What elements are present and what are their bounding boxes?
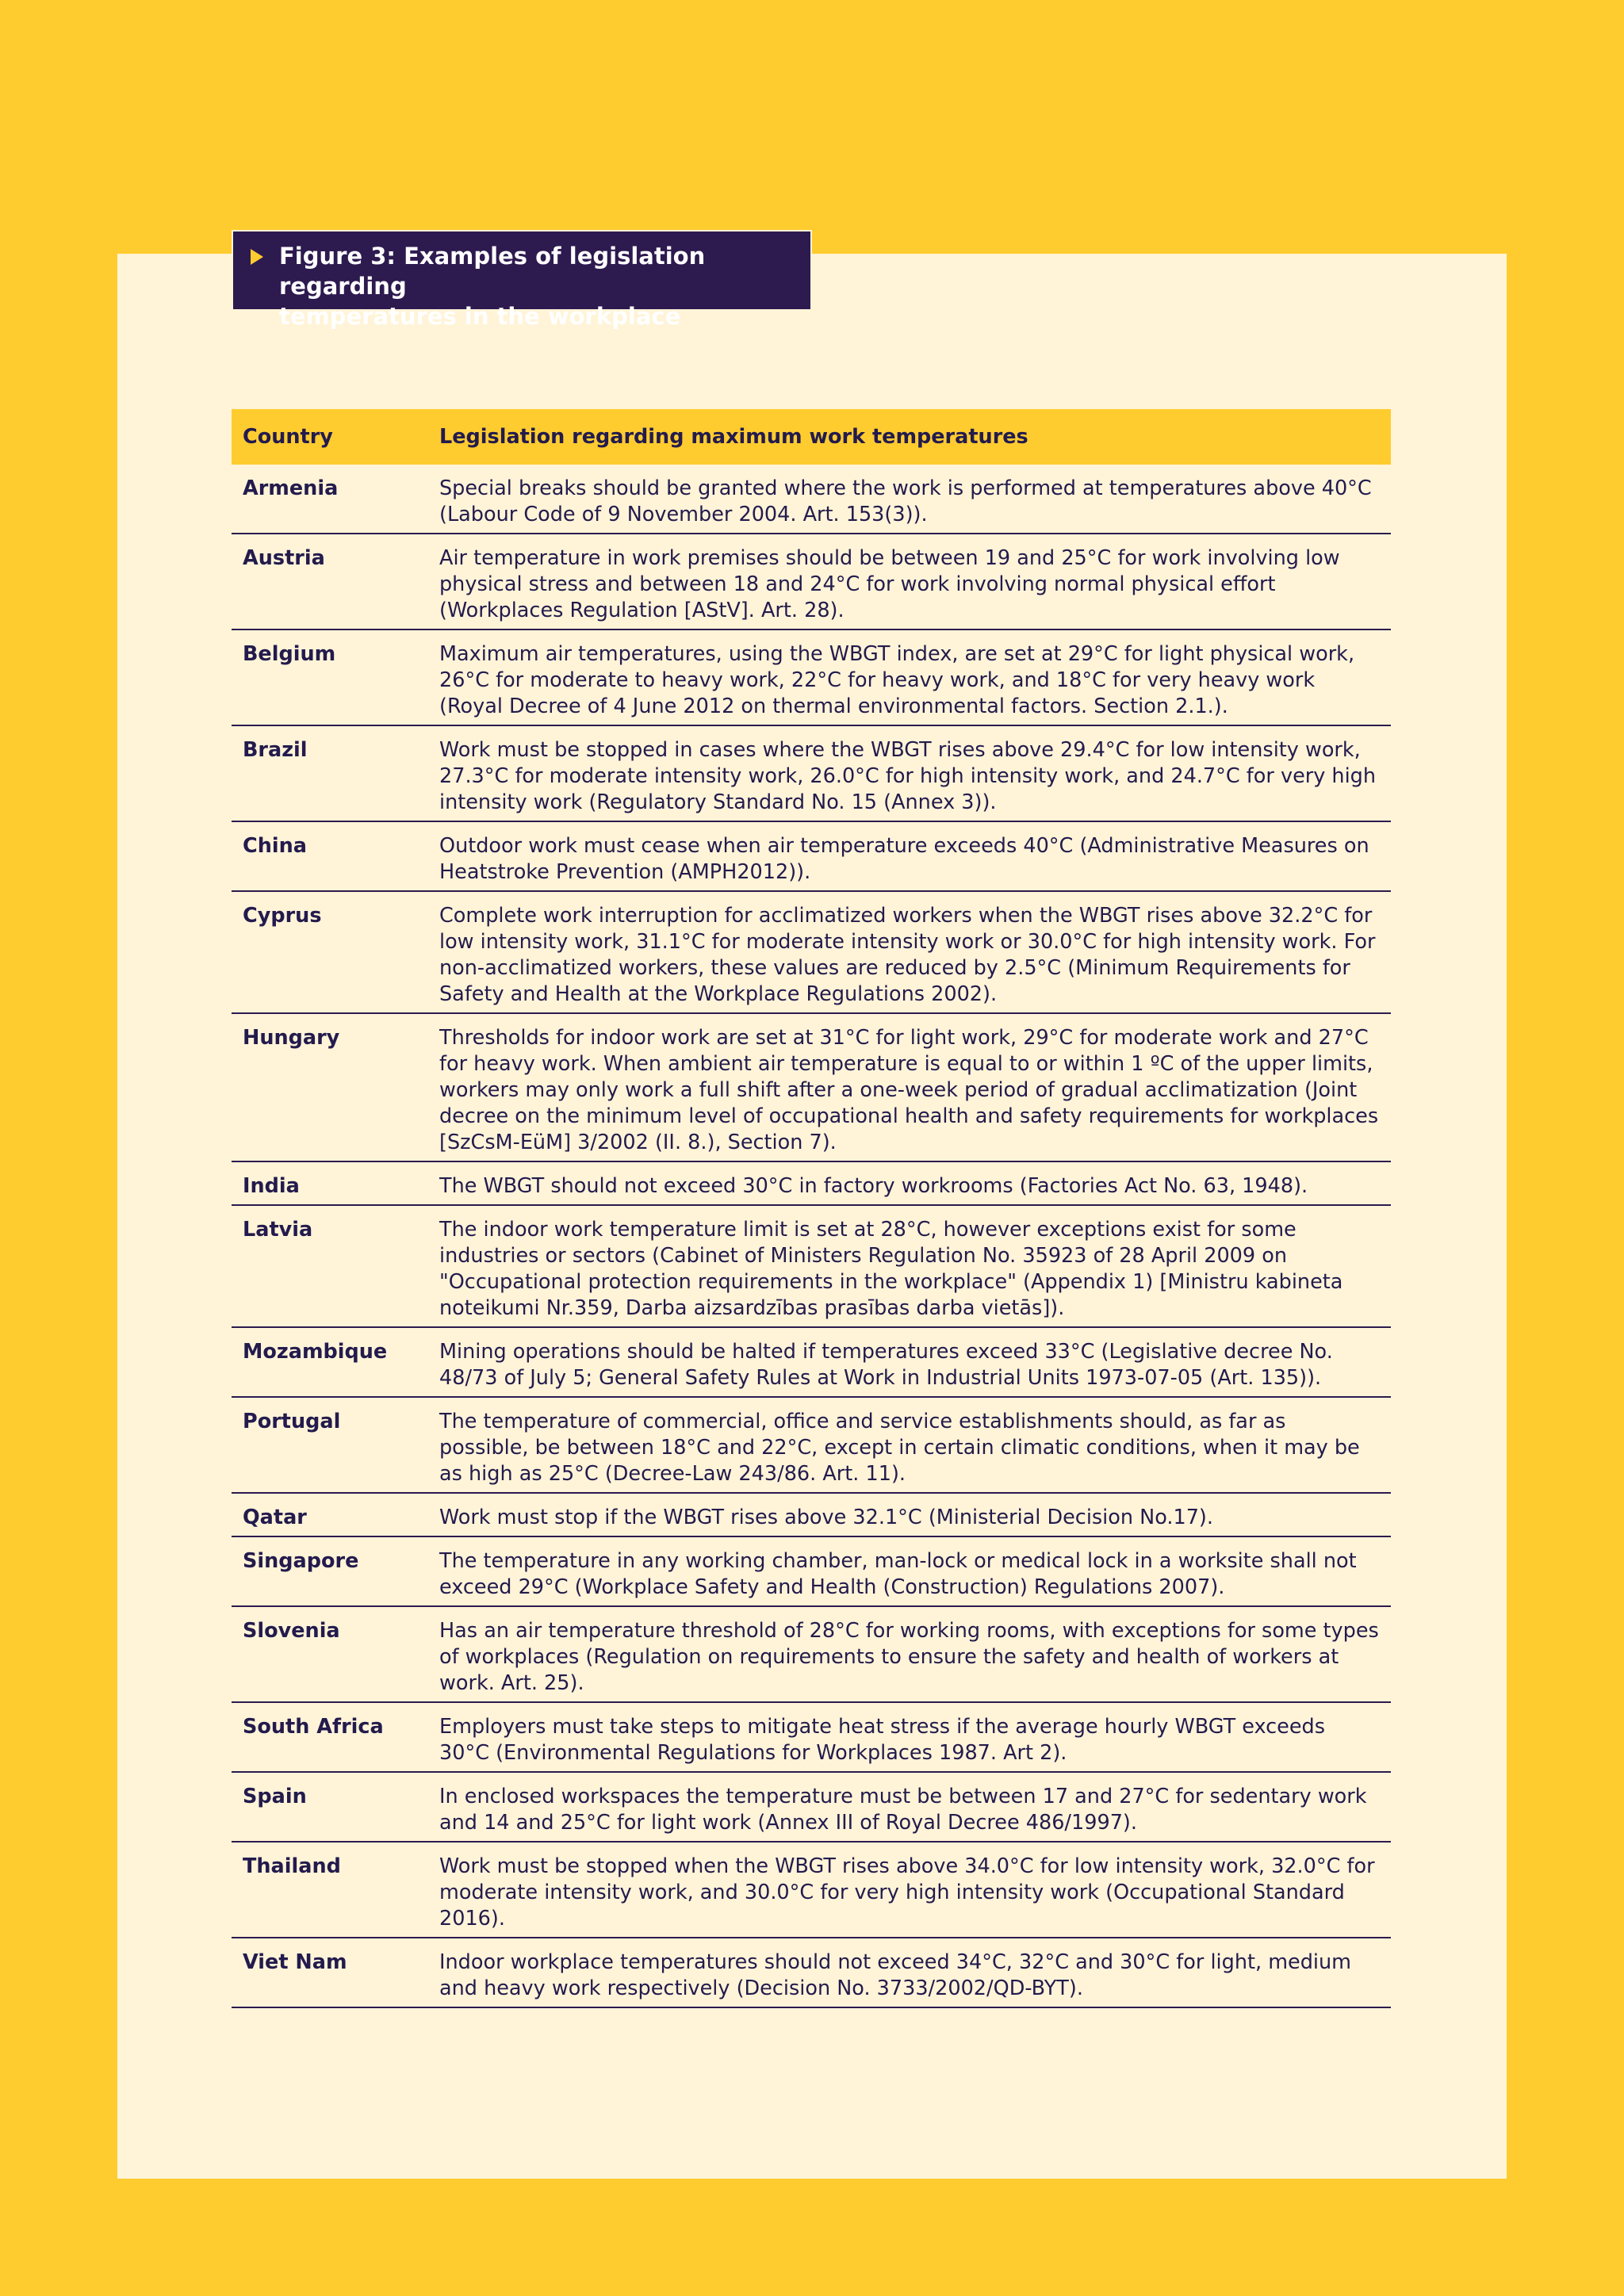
table-row bbox=[232, 465, 1391, 534]
header-country: Country bbox=[232, 409, 428, 465]
country-cell: Brazil bbox=[232, 725, 428, 821]
table-row bbox=[232, 629, 1391, 725]
header-row bbox=[232, 409, 1391, 465]
country-cell: Portugal bbox=[232, 1397, 428, 1493]
table-row bbox=[232, 1205, 1391, 1327]
table-row bbox=[232, 534, 1391, 629]
figure-title-line-2: temperatures in the workplace bbox=[279, 303, 681, 330]
legislation-cell: Employers must take steps to mitigate heat stress if the average hourly WBGT exceeds 30°C (Environmental Regulations for Workplaces 1987. Art 2). bbox=[428, 1702, 1391, 1772]
table-row bbox=[232, 891, 1391, 1013]
country-cell: Slovenia bbox=[232, 1606, 428, 1702]
country-cell: Spain bbox=[232, 1772, 428, 1842]
table-row bbox=[232, 1327, 1391, 1397]
legislation-cell: In enclosed workspaces the temperature must be between 17 and 27°C for sedentary work and 14 and 25°C for light work (Annex III of Royal Decree 486/1997). bbox=[428, 1772, 1391, 1842]
legislation-cell: Has an air temperature threshold of 28°C for working rooms, with exceptions for some types of workplaces (Regulation on requirements to ensure the safety and health of workers at work. Art. 25). bbox=[428, 1606, 1391, 1702]
table-row bbox=[232, 1397, 1391, 1493]
legislation-cell: The indoor work temperature limit is set at 28°C, however exceptions exist for some industries or sectors (Cabinet of Ministers Regulation No. 35923 of 28 April 2009 on "Occupational protection requirements in the workplace" (Appendix 1) [Ministru kabineta noteikumi Nr.359, Darba aizsardzības prasības darba vietās]). bbox=[428, 1205, 1391, 1327]
table-row bbox=[232, 1842, 1391, 1938]
country-cell: India bbox=[232, 1161, 428, 1205]
country-cell: Armenia bbox=[232, 465, 428, 534]
legislation-cell: The temperature in any working chamber, man-lock or medical lock in a worksite shall not exceed 29°C (Workplace Safety and Health (Construction) Regulations 2007). bbox=[428, 1536, 1391, 1606]
country-cell: Cyprus bbox=[232, 891, 428, 1013]
country-cell: Qatar bbox=[232, 1493, 428, 1536]
legislation-cell: The WBGT should not exceed 30°C in factory workrooms (Factories Act No. 63, 1948). bbox=[428, 1161, 1391, 1205]
table-row bbox=[232, 1772, 1391, 1842]
legislation-cell: Complete work interruption for acclimatized workers when the WBGT rises above 32.2°C for low intensity work, 31.1°C for moderate intensity work or 30.0°C for high intensity work. For non-acclimatized workers, these values are reduced by 2.5°C (Minimum Requirements for Safety and Health at the Workplace Regulations 2002). bbox=[428, 891, 1391, 1013]
legislation-table bbox=[232, 409, 1391, 2008]
legislation-cell: Mining operations should be halted if temperatures exceed 33°C (Legislative decree No. 48/73 of July 5; General Safety Rules at Work in Industrial Units 1973-07-05 (Art. 135)). bbox=[428, 1327, 1391, 1397]
country-cell: Thailand bbox=[232, 1842, 428, 1938]
table-row bbox=[232, 1702, 1391, 1772]
table-row bbox=[232, 1606, 1391, 1702]
table-header bbox=[232, 409, 1391, 465]
table-row bbox=[232, 1493, 1391, 1536]
table-row bbox=[232, 1013, 1391, 1161]
legislation-table-wrapper bbox=[232, 409, 1391, 2008]
header-legislation: Legislation regarding maximum work temperatures bbox=[428, 409, 1391, 465]
country-cell: Singapore bbox=[232, 1536, 428, 1606]
legislation-cell: The temperature of commercial, office and service establishments should, as far as possible, be between 18°C and 22°C, except in certain climatic conditions, when it may be as high as 25°C (Decree-Law 243/86. Art. 11). bbox=[428, 1397, 1391, 1493]
country-cell: Austria bbox=[232, 534, 428, 629]
figure-title-box bbox=[232, 230, 812, 330]
legislation-cell: Outdoor work must cease when air temperature exceeds 40°C (Administrative Measures on Heatstroke Prevention (AMPH2012)). bbox=[428, 821, 1391, 891]
legislation-cell: Special breaks should be granted where the work is performed at temperatures above 40°C (Labour Code of 9 November 2004. Art. 153(3)). bbox=[428, 465, 1391, 534]
country-cell: Mozambique bbox=[232, 1327, 428, 1397]
table-row bbox=[232, 725, 1391, 821]
country-cell: Belgium bbox=[232, 629, 428, 725]
legislation-cell: Maximum air temperatures, using the WBGT index, are set at 29°C for light physical work, 26°C for moderate to heavy work, 22°C for heavy work, and 18°C for very heavy work (Royal Decree of 4 June 2012 on thermal environmental factors. Section 2.1.). bbox=[428, 629, 1391, 725]
country-cell: China bbox=[232, 821, 428, 891]
country-cell: Hungary bbox=[232, 1013, 428, 1161]
table-body bbox=[232, 465, 1391, 2007]
country-cell: Latvia bbox=[232, 1205, 428, 1327]
table-row bbox=[232, 1938, 1391, 2007]
play-triangle-icon bbox=[251, 249, 263, 265]
table-row bbox=[232, 821, 1391, 891]
legislation-cell: Indoor workplace temperatures should not exceed 34°C, 32°C and 30°C for light, medium and heavy work respectively (Decision No. 3733/2002/QD-BYT). bbox=[428, 1938, 1391, 2007]
legislation-cell: Work must be stopped when the WBGT rises above 34.0°C for low intensity work, 32.0°C for moderate intensity work, and 30.0°C for very high intensity work (Occupational Standard 2016). bbox=[428, 1842, 1391, 1938]
legislation-cell: Air temperature in work premises should be between 19 and 25°C for work involving low physical stress and between 18 and 24°C for work involving normal physical effort (Workplaces Regulation [AStV]. Art. 28). bbox=[428, 534, 1391, 629]
table-row bbox=[232, 1536, 1391, 1606]
legislation-cell: Thresholds for indoor work are set at 31°C for light work, 29°C for moderate work and 27°C for heavy work. When ambient air temperature is equal to or within 1 ºC of the upper limits, workers may only work a full shift after a one-week period of gradual acclimatization (Joint decree on the minimum level of occupational health and safety requirements for workplaces [SzCsM-EüM] 3/2002 (II. 8.), Section 7). bbox=[428, 1013, 1391, 1161]
legislation-cell: Work must stop if the WBGT rises above 32.1°C (Ministerial Decision No.17). bbox=[428, 1493, 1391, 1536]
table-row bbox=[232, 1161, 1391, 1205]
country-cell: Viet Nam bbox=[232, 1938, 428, 2007]
legislation-cell: Work must be stopped in cases where the WBGT rises above 29.4°C for low intensity work, 27.3°C for moderate intensity work, 26.0°C for high intensity work, and 24.7°C for very high intensity work (Regulatory Standard No. 15 (Annex 3)). bbox=[428, 725, 1391, 821]
figure-title-line-1: Figure 3: Examples of legislation regarding bbox=[279, 243, 706, 300]
country-cell: South Africa bbox=[232, 1702, 428, 1772]
